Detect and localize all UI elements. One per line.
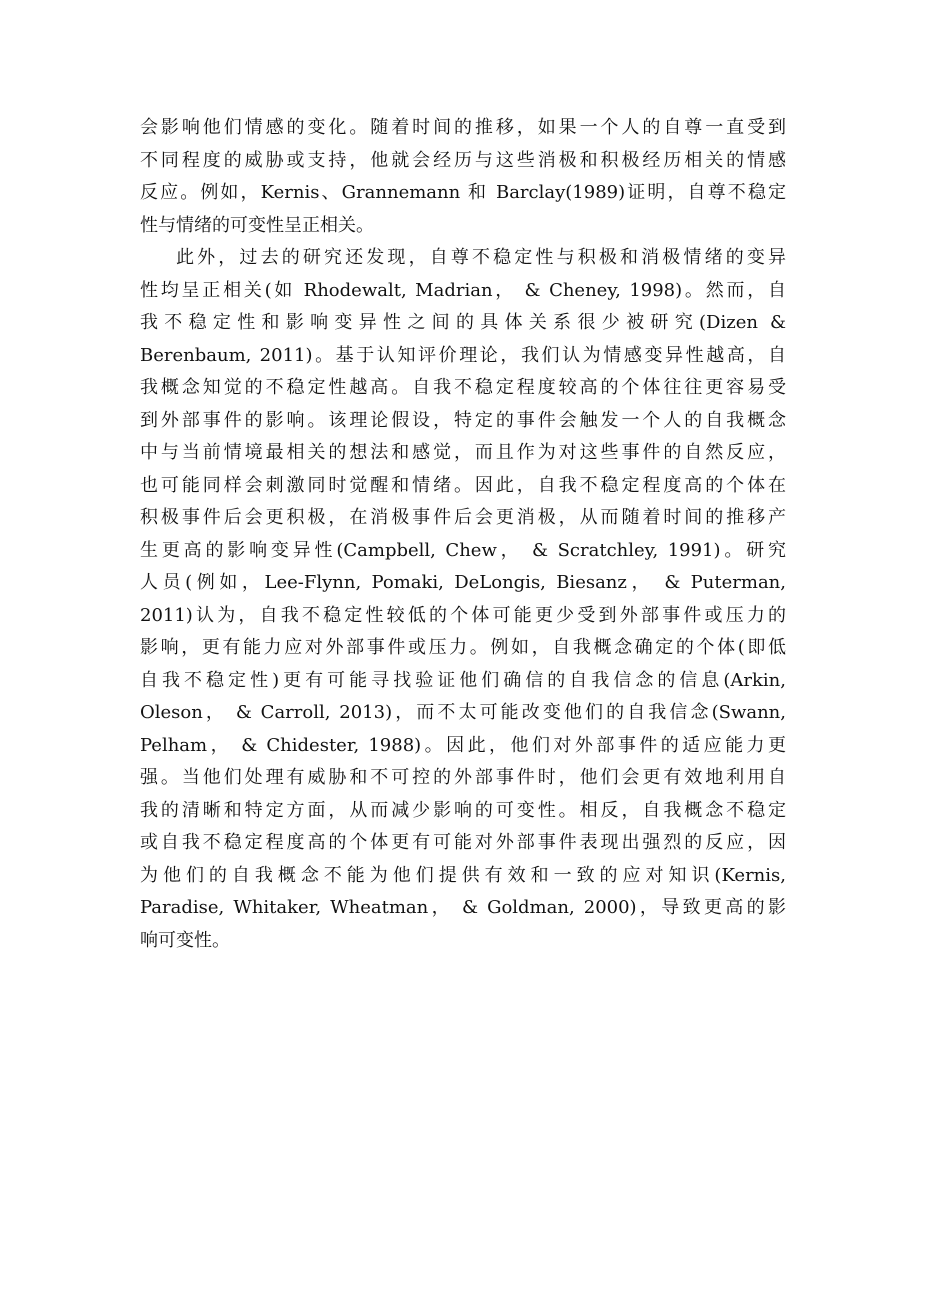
text-line: 会影响他们情感的变化。随着时间的推移，如果一个人的自尊一直受到: [140, 117, 786, 138]
text-line: 我概念知觉的不稳定性越高。自我不稳定程度较高的个体往往更容易受: [140, 377, 786, 398]
text-line: 强。当他们处理有威胁和不可控的外部事件时，他们会更有效地利用自: [140, 767, 786, 788]
text-line: 我的清晰和特定方面，从而减少影响的可变性。相反，自我概念不稳定: [140, 799, 786, 821]
text-line: 响可变性。: [140, 929, 230, 951]
text-line: Berenbaum, 2011)。基于认知评价理论，我们认为情感变异性越高，自: [140, 344, 786, 366]
text-line: 生更高的影响变异性(Campbell, Chew， & Scratchley, 1991)。研究: [140, 539, 786, 561]
text-line: 到外部事件的影响。该理论假设，特定的事件会触发一个人的自我概念: [140, 409, 786, 431]
text-line: 人员(例如，Lee-Flynn, Pomaki, DeLongis, Biesanz， & Puterman,: [140, 572, 786, 593]
paragraph-1: [140, 112, 786, 242]
text-line: 性与情绪的可变性呈正相关。: [140, 214, 374, 236]
text-line: 此外，过去的研究还发现，自尊不稳定性与积极和消极情绪的变异: [176, 247, 786, 268]
text-line: 性均呈正相关(如 Rhodewalt, Madrian， & Cheney, 1998)。然而，自: [140, 279, 786, 301]
text-line: 或自我不稳定程度高的个体更有可能对外部事件表现出强烈的反应，因: [140, 832, 786, 853]
text-line: Paradise, Whitaker, Wheatman， & Goldman, 2000)，导致更高的影: [140, 897, 786, 918]
text-line: Oleson， & Carroll, 2013)，而不太可能改变他们的自我信念(Swann,: [140, 702, 786, 723]
text-line: 2011)认为，自我不稳定性较低的个体可能更少受到外部事件或压力的: [140, 604, 786, 626]
text-line: 中与当前情境最相关的想法和感觉，而且作为对这些事件的自然反应，: [140, 442, 786, 463]
text-line: 自我不稳定性)更有可能寻找验证他们确信的自我信念的信息(Arkin,: [140, 669, 786, 691]
text-line: 影响，更有能力应对外部事件或压力。例如，自我概念确定的个体(即低: [140, 637, 786, 658]
text-line: 反应。例如，Kernis、Grannemann 和 Barclay(1989)证明，自尊不稳定: [140, 182, 786, 203]
text-line: 不同程度的威胁或支持，他就会经历与这些消极和积极经历相关的情感: [140, 149, 786, 171]
text-line: Pelham， & Chidester, 1988)。因此，他们对外部事件的适应能力更: [140, 734, 786, 756]
body-text: [140, 112, 786, 957]
text-line: 积极事件后会更积极，在消极事件后会更消极，从而随着时间的推移产: [140, 507, 786, 528]
text-line: 我不稳定性和影响变异性之间的具体关系很少被研究(Dizen &: [140, 312, 786, 333]
text-line: 为他们的自我概念不能为他们提供有效和一致的应对知识(Kernis,: [140, 864, 786, 886]
text-line: 也可能同样会刺激同时觉醒和情绪。因此，自我不稳定程度高的个体在: [140, 474, 786, 496]
paragraph-2: [140, 242, 786, 957]
